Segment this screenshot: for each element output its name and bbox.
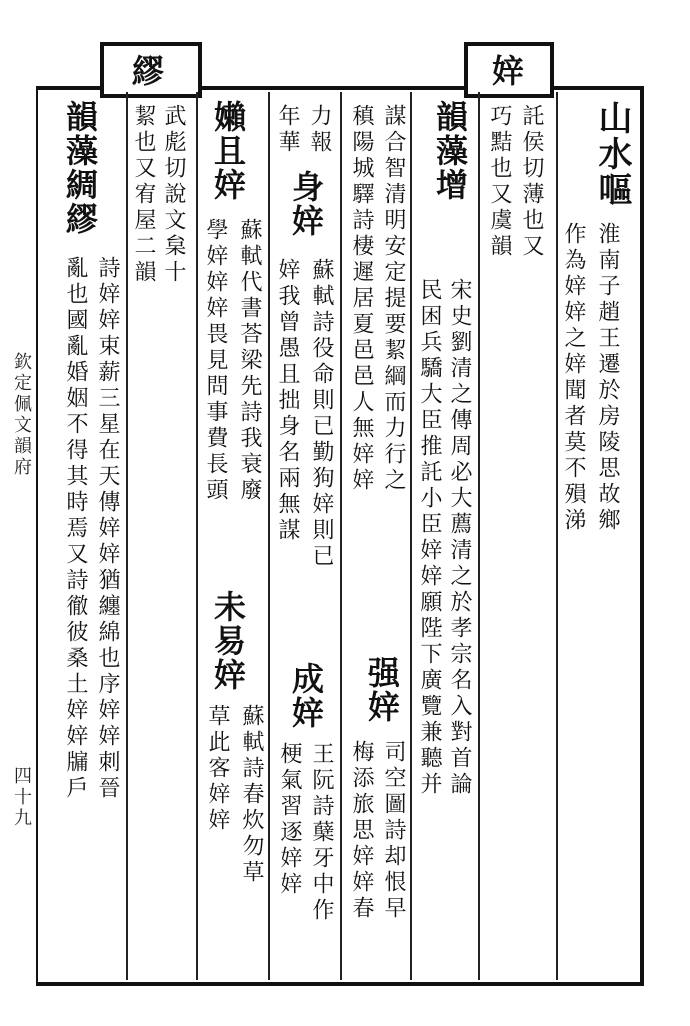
column-separator (268, 92, 270, 980)
frame-left (36, 86, 38, 986)
entry-text: 作為㛙㛙之㛙聞者莫不殞涕 (561, 222, 586, 534)
column-separator (410, 92, 412, 980)
entry-head: 成㛙 (287, 662, 325, 730)
column-separator (478, 92, 480, 980)
entry-text: 蘇軾代書荅梁先詩我衰廢 (237, 218, 262, 504)
entry-text: 司空圖詩却恨早 (381, 740, 406, 922)
header-char-right: 㛙 (487, 54, 525, 88)
entry-text: 稹陽城驛詩棲遲居夏邑邑人無㛙㛙 (349, 104, 374, 494)
entry-text: 學㛙㛙㛙畏見問事費長頭 (203, 218, 228, 504)
entry-text: 蘇軾詩春炊勿草 (239, 704, 264, 886)
entry-text: 武彪切說文枲十 (161, 104, 186, 286)
entry-text: 力報 (307, 104, 332, 156)
entry-text: 淮南子趙王遷於房陵思故鄉 (595, 222, 620, 534)
entry-text: 年華 (275, 104, 300, 156)
frame-top-middle (196, 86, 466, 90)
entry-head: 韻藻綢繆 (61, 100, 99, 236)
entry-head: 强㛙 (363, 656, 401, 724)
page-number: 四十九 (11, 766, 32, 829)
column-separator (556, 92, 558, 980)
entry-head: 未易㛙 (209, 590, 247, 692)
entry-text: 絜也又宥屋二韻 (131, 104, 156, 286)
entry-text: 亂也國亂婚姻不得其時焉又詩徹彼桑土㛙㛙牖戶 (63, 256, 88, 802)
frame-right (640, 86, 644, 986)
entry-text: 蘇軾詩役命則已勤狗㛙則已 (309, 258, 334, 570)
entry-text: 㛙我曾愚且拙身名兩無謀 (275, 258, 300, 544)
column-separator (340, 92, 342, 980)
margin-title: 欽定佩文韻府 (11, 352, 32, 478)
column-separator (196, 92, 198, 980)
entry-text: 梅添旅思㛙㛙春 (349, 740, 374, 922)
entry-text: 詩㛙㛙束薪三星在天傳㛙㛙猶纏綿也序㛙㛙刺晉 (95, 256, 120, 802)
entry-text: 巧黠也又虞韻 (487, 104, 512, 260)
frame-top-right (548, 86, 640, 90)
entry-text: 民困兵驕大臣推託小臣㛙㛙願陛下廣覽兼聽并 (417, 278, 442, 798)
entry-head: 山水嘔 (592, 100, 632, 208)
entry-text: 草此客㛙㛙 (205, 704, 230, 834)
entry-head: 韻藻增 (431, 100, 469, 202)
entry-text: 託侯切薄也又 (519, 104, 544, 260)
entry-head: 嬾且㛙 (209, 100, 247, 202)
entry-text: 王阮詩蘖牙中作 (309, 742, 334, 924)
entry-text: 宋史劉清之傳周必大薦清之於孝宗名入對首論 (447, 278, 472, 798)
entry-text: 謀合智清明安定提要絜綱而力行之 (381, 104, 406, 494)
header-char-left: 繆 (127, 54, 165, 88)
entry-head: 身㛙 (287, 170, 325, 238)
entry-text: 梗氣習逐㛙㛙 (277, 742, 302, 898)
frame-bottom (36, 982, 644, 986)
column-separator (126, 92, 128, 980)
